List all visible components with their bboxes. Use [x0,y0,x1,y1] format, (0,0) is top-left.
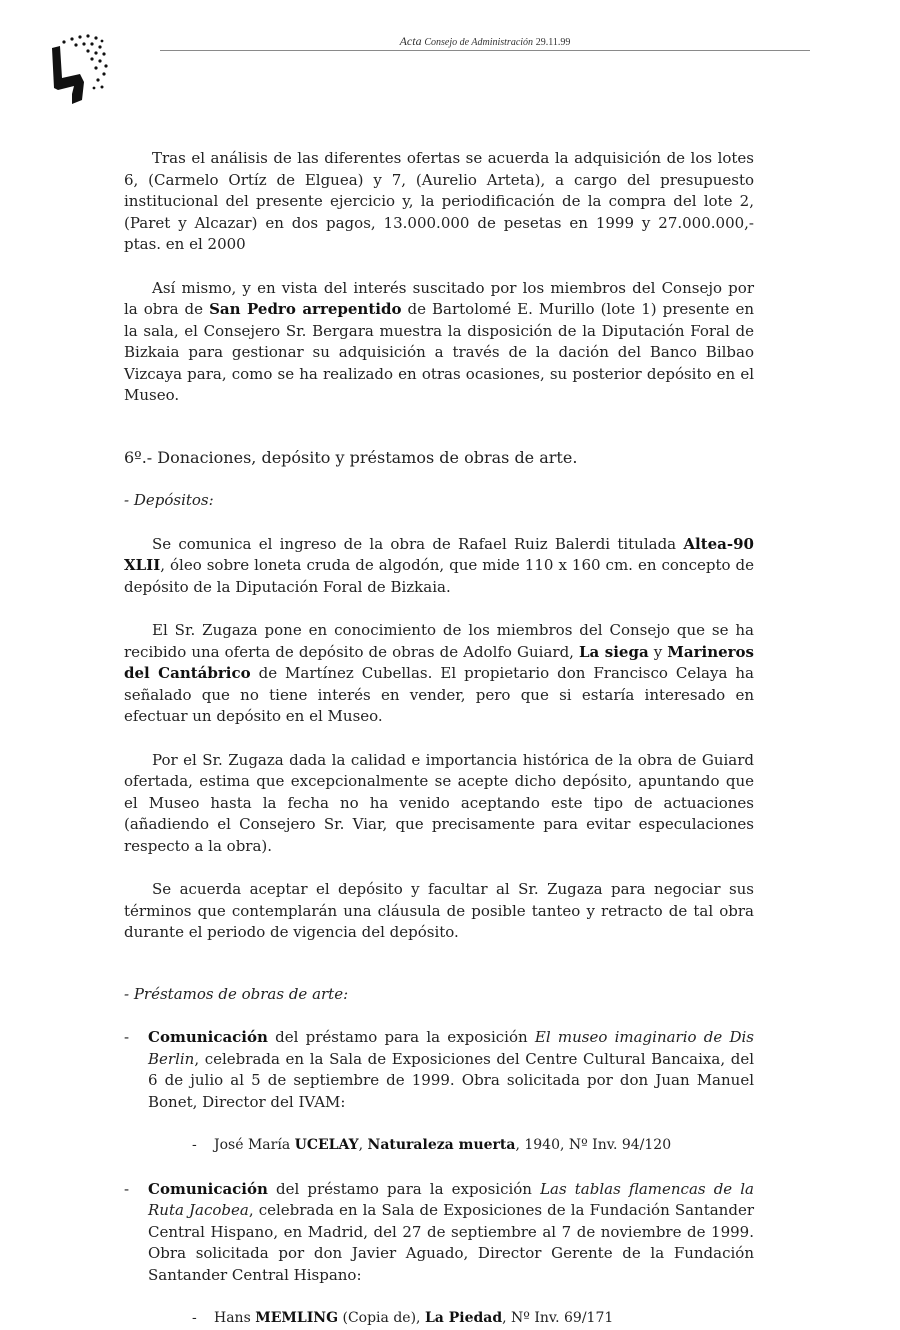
work-title-san-pedro: San Pedro arrepentido [209,300,402,318]
document-body [124,148,754,1330]
page-header [160,34,810,49]
header-date: 29.11.99 [535,37,571,48]
loan-lead: Comunicación [148,1179,268,1198]
header-acta: Acta [399,34,422,48]
subheading-depositos: - Depósitos: [124,491,214,509]
artist-name: UCELAY [294,1137,359,1153]
loan-work: - José María UCELAY, Naturaleza muerta, 1940, Nº Inv. 94/120 [124,1135,754,1157]
list-dash: - [124,1179,130,1198]
list-dash: - [192,1137,197,1153]
paragraph-3: Se comunica el ingreso de la obra de Rafael Ruiz Balerdi titulada Altea-90 XLII, óleo sobre loneta cruda de algodón, que mide 110 x 160 cm. en concepto de depósito de la Diputación Foral de Bizkaia. [124,534,754,596]
artist-name: MEMLING [255,1310,339,1326]
loan-item: - Comunicación del préstamo para la exposición Las tablas flamencas de la Ruta Jacobea, celebrada en la Sala de Exposiciones de la Fundación Santander Central Hispano, en Madrid, del 27 de septiembre al 7 de noviembre de 1999. Obra solicitada por don Javier Aguado, Director Gerente de la Fundación Santander Central Hispano: [124,1179,754,1284]
header-rule [160,50,810,51]
work-title-altea: Altea-90 XLII [124,534,754,574]
exhibition-title: Las tablas flamencas de la Ruta Jacobea [148,1179,754,1219]
loan-work: - Hans MEMLING (Copia de), La Piedad, Nº Inv. 69/171 [124,1308,754,1330]
exhibition-title: El museo imaginario de Dis Berlin [148,1028,754,1068]
loan-lead: Comunicación [148,1028,268,1046]
list-dash: - [124,1028,130,1046]
paragraph-1: Tras el análisis de las diferentes ofertas se acuerda la adquisición de los lotes 6, (Carmelo Ortíz de Elguea) y 7, (Aurelio Arteta), a cargo del presupuesto institucional del presente ejercicio y, la periodificación de la compra del lote 2, (Paret y Alcazar) en dos pagos, 13.000.000 de pesetas en 1999 y 27.000.000,- ptas. en el 2000 [124,149,754,253]
header-title: Consejo de Administración [424,37,534,48]
paragraph-6: Se acuerda aceptar el depósito y facultar al Sr. Zugaza para negociar sus términos que contemplarán una cláusula de posible tanteo y retracto de tal obra durante el periodo de vigencia del depósito. [124,880,754,941]
subheading-prestamos: - Préstamos de obras de arte: [124,984,349,1003]
work-title: La Piedad [424,1310,503,1326]
paragraph-2: Así mismo, y en vista del interés suscitado por los miembros del Consejo por la obra de San Pedro arrepentido de Bartolomé E. Murillo (lote 1) presente en la sala, el Consejero Sr. Bergara muestra la disposición de la Diputación Foral de Bizkaia para gestionar su adquisición a través de la dación del Banco Bilbao Vizcaya para, como se ha realizado en otras ocasiones, su posterior depósito en el Museo. [124,278,754,404]
dotted-hook-logo-icon [44,30,124,110]
loan-item: - Comunicación del préstamo para la exposición El museo imaginario de Dis Berlin, celebrada en la Sala de Exposiciones del Centre Cultural Bancaixa, del 6 de julio al 5 de septiembre de 1999. Obra solicitada por don Juan Manuel Bonet, Director del IVAM: [124,1028,754,1111]
list-dash: - [192,1310,197,1326]
work-title: Naturaleza muerta [367,1137,516,1153]
paragraph-4: El Sr. Zugaza pone en conocimiento de los miembros del Consejo que se ha recibido una oferta de depósito de obras de Adolfo Guiard, La siega y Marineros del Cantábrico de Martínez Cubellas. El propietario don Francisco Celaya ha señalado que no tiene interés en vender, pero que si estaría interesado en efectuar un depósito en el Museo. [124,621,754,725]
work-title-la-siega: La siega [579,642,649,661]
work-title-marineros: Marineros del Cantábrico [124,642,754,682]
section-heading: 6º.- Donaciones, depósito y préstamos de obras de arte. [124,447,578,467]
paragraph-5: Por el Sr. Zugaza dada la calidad e importancia histórica de la obra de Guiard ofertada, estima que excepcionalmente se acepte dicho depósito, apuntando que el Museo hasta la fecha no ha venido aceptando este tipo de actuaciones (añadiendo el Consejero Sr. Viar, que precisamente para evitar especulaciones respecto a la obra). [124,750,754,855]
